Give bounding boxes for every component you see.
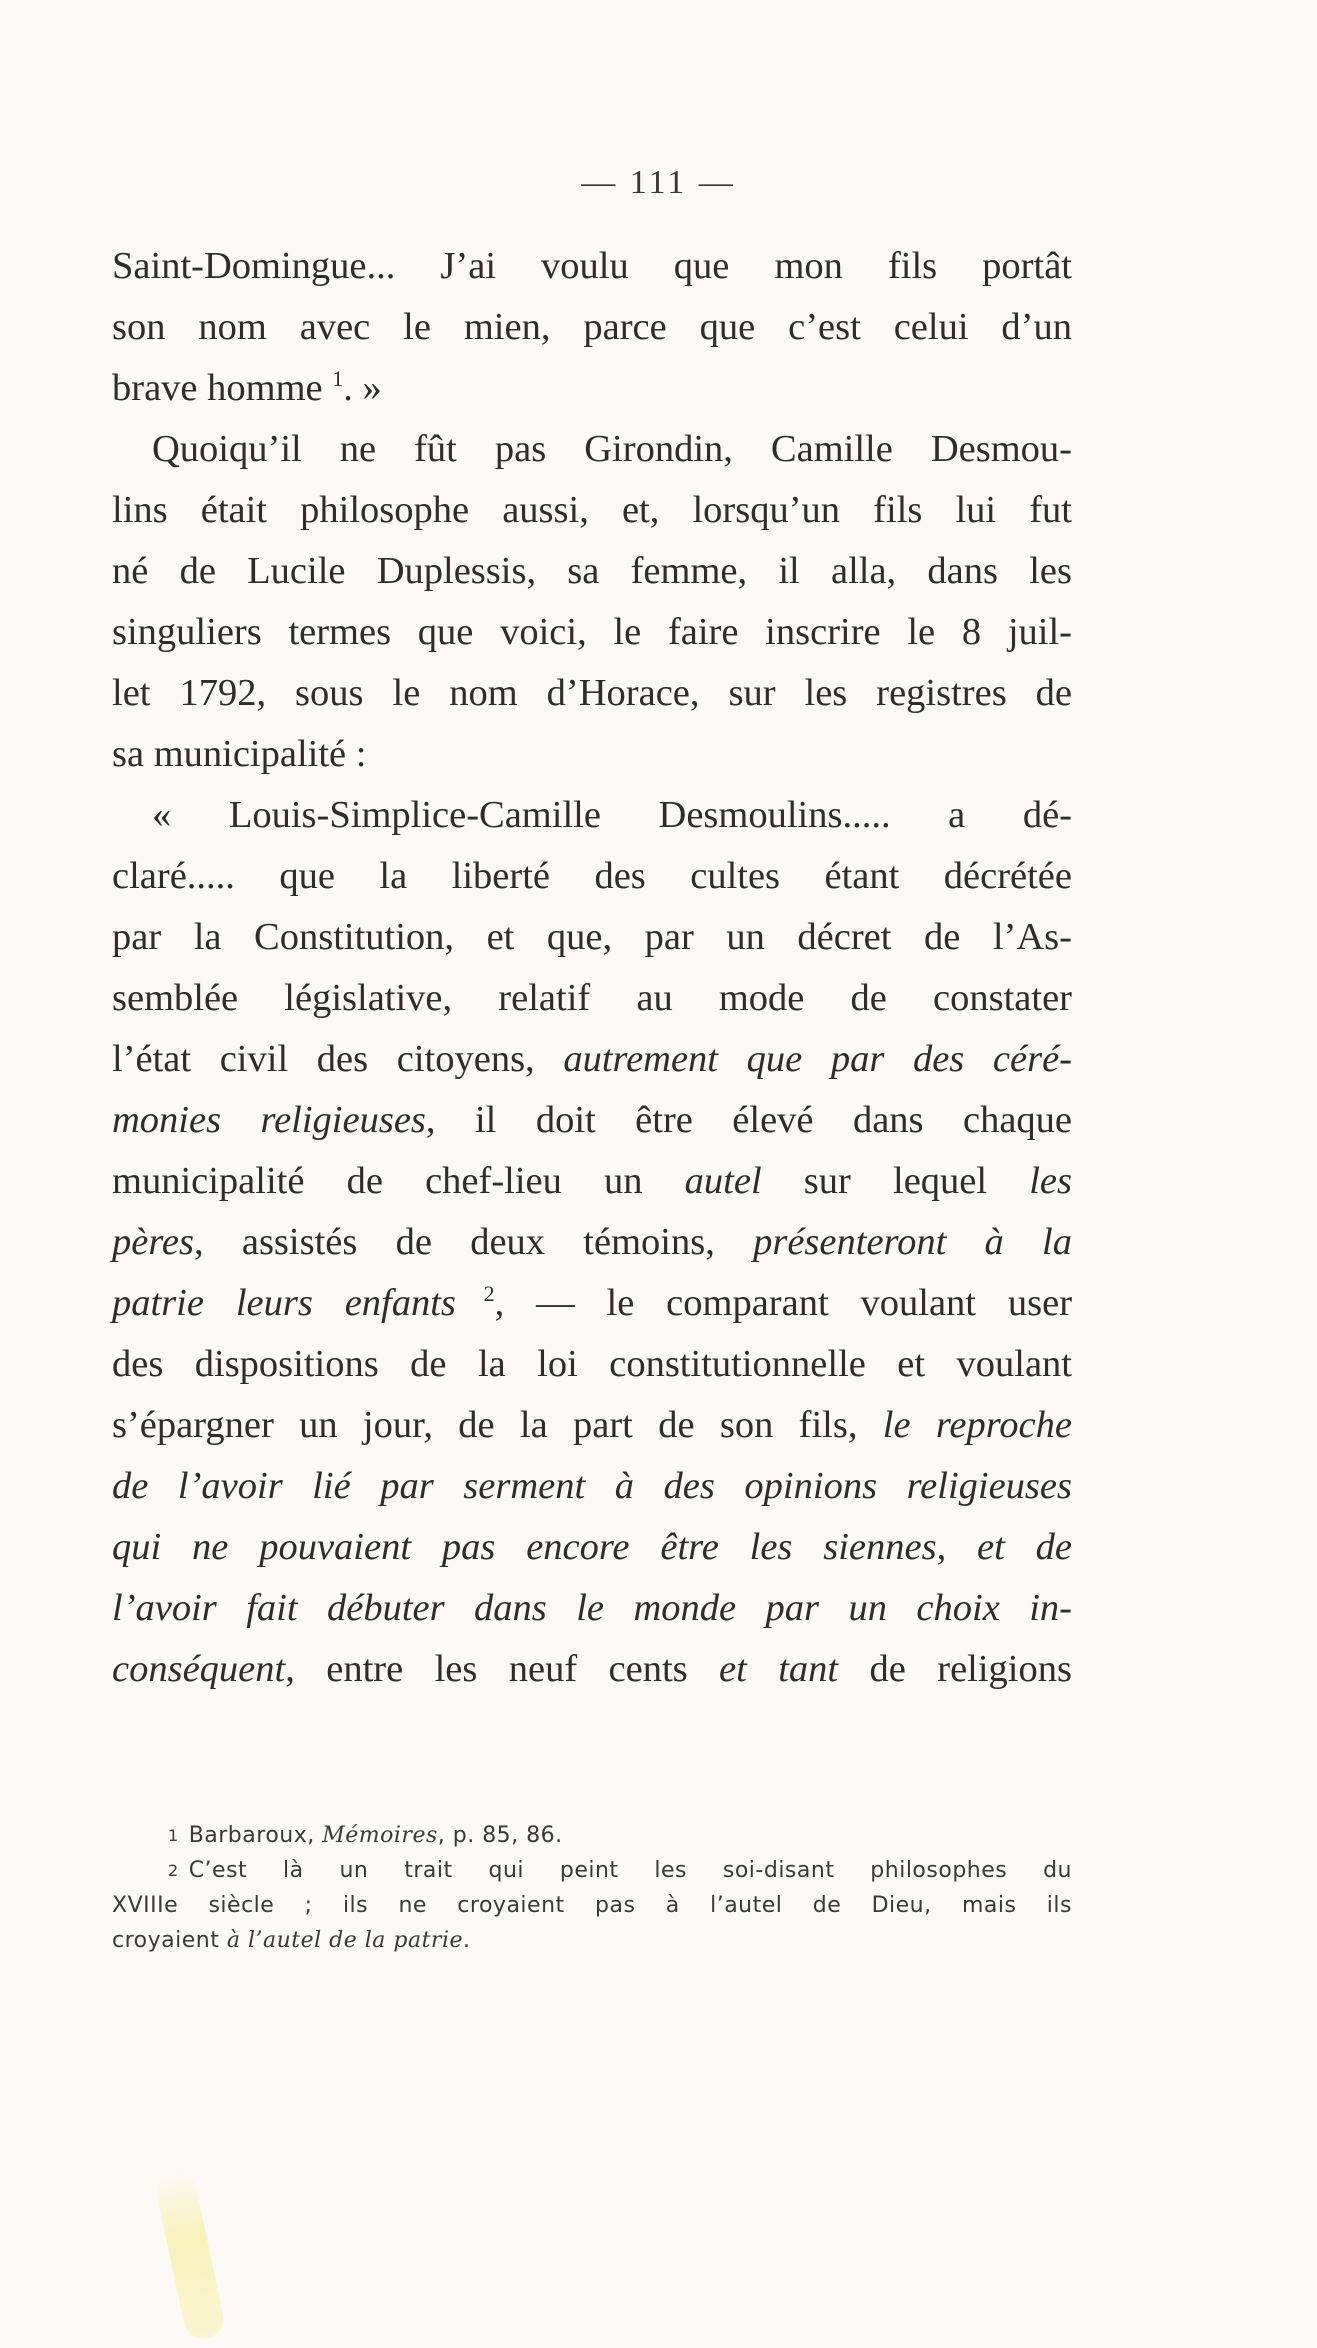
text-run: Quoiqu’il ne fût pas Girondin, Camille Desmou- bbox=[152, 428, 1072, 470]
text-line bbox=[112, 1578, 1072, 1639]
italic-run: monies religieuses bbox=[112, 1099, 426, 1141]
body-text bbox=[112, 236, 1072, 1700]
italic-run: le reproche bbox=[882, 1404, 1072, 1446]
text-run: , assistés de deux témoins, bbox=[193, 1221, 754, 1263]
text-run: de religions bbox=[838, 1648, 1072, 1690]
text-line bbox=[112, 1212, 1072, 1273]
text-line bbox=[112, 419, 1072, 480]
text-run: . » bbox=[343, 367, 382, 409]
text-run: Saint-Domingue... J’ai voulu que mon fils portât bbox=[112, 245, 1072, 287]
footnote-2-line bbox=[112, 1853, 1072, 1888]
italic-run: les bbox=[1029, 1160, 1072, 1202]
text-run: lins était philosophe aussi, et, lorsqu’un fils lui fut bbox=[112, 489, 1072, 531]
italic-run: l’avoir fait débuter dans le monde par un choix in- bbox=[112, 1587, 1072, 1629]
text-run: « Louis-Simplice-Camille Desmoulins..... a dé- bbox=[152, 794, 1072, 836]
text-run: brave homme bbox=[112, 367, 333, 409]
text-run: l’état civil des citoyens, bbox=[112, 1038, 564, 1080]
text-run: sa municipalité : bbox=[112, 733, 367, 775]
italic-run: présenteront à la bbox=[753, 1221, 1073, 1263]
footnote-1 bbox=[112, 1818, 1072, 1853]
text-line bbox=[112, 602, 1072, 663]
text-line bbox=[112, 1517, 1072, 1578]
italic-run: à l’autel de la patrie bbox=[226, 1928, 463, 1953]
text-line bbox=[112, 1273, 1072, 1334]
text-run: , p. 85, 86. bbox=[437, 1823, 563, 1848]
text-run: sur lequel bbox=[761, 1160, 1030, 1202]
text-line bbox=[112, 724, 1072, 785]
italic-run: et tant bbox=[719, 1648, 839, 1690]
text-run: croyaient bbox=[112, 1928, 227, 1953]
text-run: Barbaroux, bbox=[188, 1823, 323, 1848]
italic-run: autel bbox=[684, 1160, 762, 1202]
text-line bbox=[112, 1456, 1072, 1517]
italic-run: patrie leurs enfants bbox=[112, 1282, 456, 1324]
text-line bbox=[112, 968, 1072, 1029]
text-line bbox=[112, 358, 1072, 419]
footnote-2-line bbox=[112, 1888, 1072, 1923]
text-run: XVIIIe siècle ; ils ne croyaient pas à l’autel de Dieu, mais ils bbox=[112, 1893, 1072, 1918]
paper-stain bbox=[153, 2168, 227, 2343]
text-run: singuliers termes que voici, le faire inscrire le 8 juil- bbox=[112, 611, 1072, 653]
text-line bbox=[112, 236, 1072, 297]
italic-run: pères bbox=[112, 1221, 194, 1263]
text-run: , il doit être élevé dans chaque bbox=[425, 1099, 1072, 1141]
text-run: semblée législative, relatif au mode de constater bbox=[112, 977, 1072, 1019]
text-line bbox=[112, 663, 1072, 724]
text-run: son nom avec le mien, parce que c’est celui d’un bbox=[112, 306, 1072, 348]
text-line bbox=[112, 297, 1072, 358]
text-line bbox=[112, 480, 1072, 541]
italic-run: de l’avoir lié par serment à des opinions religieuses bbox=[112, 1465, 1072, 1507]
page-number: — 111 — bbox=[581, 164, 736, 201]
text-run: claré..... que la liberté des cultes étant décrétée bbox=[112, 855, 1072, 897]
text-run: par la Constitution, et que, par un décret de l’As- bbox=[112, 916, 1072, 958]
text-line bbox=[112, 541, 1072, 602]
footnote-ref-2[interactable]: 2 bbox=[455, 1281, 495, 1307]
text-line bbox=[112, 1395, 1072, 1456]
text-run: let 1792, sous le nom d’Horace, sur les registres de bbox=[112, 672, 1072, 714]
text-run: . bbox=[463, 1928, 471, 1953]
text-run: né de Lucile Duplessis, sa femme, il alla, dans les bbox=[112, 550, 1072, 592]
text-run: , entre les neuf cents bbox=[285, 1648, 720, 1690]
text-run: s’épargner un jour, de la part de son fils, bbox=[112, 1404, 883, 1446]
footnote-marker: 1 bbox=[168, 1826, 179, 1845]
italic-run: conséquent bbox=[112, 1648, 286, 1690]
text-line bbox=[112, 1334, 1072, 1395]
footnote-marker: 2 bbox=[168, 1861, 179, 1880]
text-run: municipalité de chef-lieu un bbox=[112, 1160, 685, 1202]
italic-run: Mémoires bbox=[322, 1823, 438, 1848]
text-line bbox=[112, 1090, 1072, 1151]
text-line bbox=[112, 907, 1072, 968]
italic-run: qui ne pouvaient pas encore être les siennes bbox=[112, 1526, 937, 1568]
text-line bbox=[112, 1151, 1072, 1212]
text-line bbox=[112, 785, 1072, 846]
footnotes bbox=[112, 1818, 1072, 1958]
text-line bbox=[112, 1639, 1072, 1700]
text-run: C’est là un trait qui peint les soi-disant philosophes du bbox=[188, 1858, 1072, 1883]
text-run: des dispositions de la loi constitutionnelle et voulant bbox=[112, 1343, 1072, 1385]
text-line bbox=[112, 846, 1072, 907]
text-line bbox=[112, 1029, 1072, 1090]
footnote-2-line bbox=[112, 1923, 1072, 1958]
italic-run: et de bbox=[977, 1526, 1073, 1568]
text-run: , — le comparant voulant user bbox=[494, 1282, 1073, 1324]
italic-run: autrement que par des céré- bbox=[563, 1038, 1072, 1080]
footnote-ref-1[interactable]: 1 bbox=[332, 366, 344, 392]
text-run: , bbox=[936, 1526, 978, 1568]
